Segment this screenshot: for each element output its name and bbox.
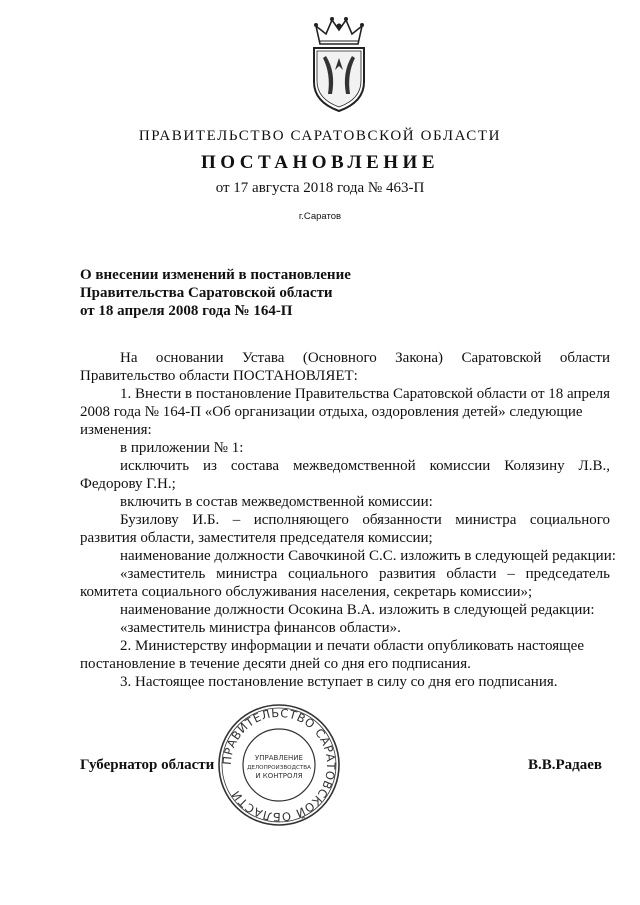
stamp-inner-line: ДЕЛОПРОИЗВОДСТВА [247,765,311,771]
body-line: наименование должности Осокина В.А. изложить в следующей редакции: [120,602,595,618]
subject-line: Правительства Саратовской области [80,285,333,301]
body-line: включить в состав межведомственной комиссии: [120,494,433,510]
stamp-outer-text: ПРАВИТЕЛЬСТВО САРАТОВСКОЙ ОБЛАСТИ [219,705,339,825]
document-type-title: ПОСТАНОВЛЕНИЕ [200,152,440,173]
body-line: комитета социального обслуживания населения, секретарь комиссии»; [80,584,533,600]
body-line: 1. Внести в постановление Правительства Саратовской области от 18 апреля [120,386,611,402]
body-line: развития области, заместителя председателя комиссии; [80,530,433,546]
city-label: г.Саратов [298,211,342,222]
body-line: изменения: [80,422,152,438]
body-line: наименование должности Савочкиной С.С. изложить в следующей редакции: [120,548,616,564]
stamp-inner-line: УПРАВЛЕНИЕ [255,754,303,762]
body-line: «заместитель министра социального развития области – председатель [120,566,610,582]
document-body [80,349,616,691]
document-date-number: от 17 августа 2018 года № 463-П [215,180,425,196]
body-line: Федорову Г.Н.; [80,476,176,492]
signature-name: В.В.Радаев [528,757,603,773]
signature-position: Губернатор области [80,757,215,773]
coat-of-arms-icon [306,14,372,114]
body-line: постановление в течение десяти дней со дня его подписания. [80,656,471,672]
subject-line: О внесении изменений в постановление [80,267,351,283]
official-stamp [217,703,341,827]
body-line: 2008 года № 164-П «Об организации отдыха, оздоровления детей» следующие [80,404,583,420]
body-line: Правительство области ПОСТАНОВЛЯЕТ: [80,368,358,384]
body-line: «заместитель министра финансов области». [120,620,401,636]
body-line: в приложении № 1: [120,440,244,456]
body-line: Бузилову И.Б. – исполняющего обязанности министра социального [120,512,610,528]
subject-line: от 18 апреля 2008 года № 164-П [80,303,293,319]
body-line: 3. Настоящее постановление вступает в силу со дня его подписания. [120,674,558,690]
body-line: На основании Устава (Основного Закона) Саратовской области [120,350,610,366]
body-line: исключить из состава межведомственной комиссии Колязину Л.В., [120,458,610,474]
stamp-inner-line: И КОНТРОЛЯ [255,772,303,780]
body-line: 2. Министерству информации и печати области опубликовать настоящее [120,638,584,654]
government-title: ПРАВИТЕЛЬСТВО САРАТОВСКОЙ ОБЛАСТИ [138,128,502,144]
document-subject [80,266,400,320]
